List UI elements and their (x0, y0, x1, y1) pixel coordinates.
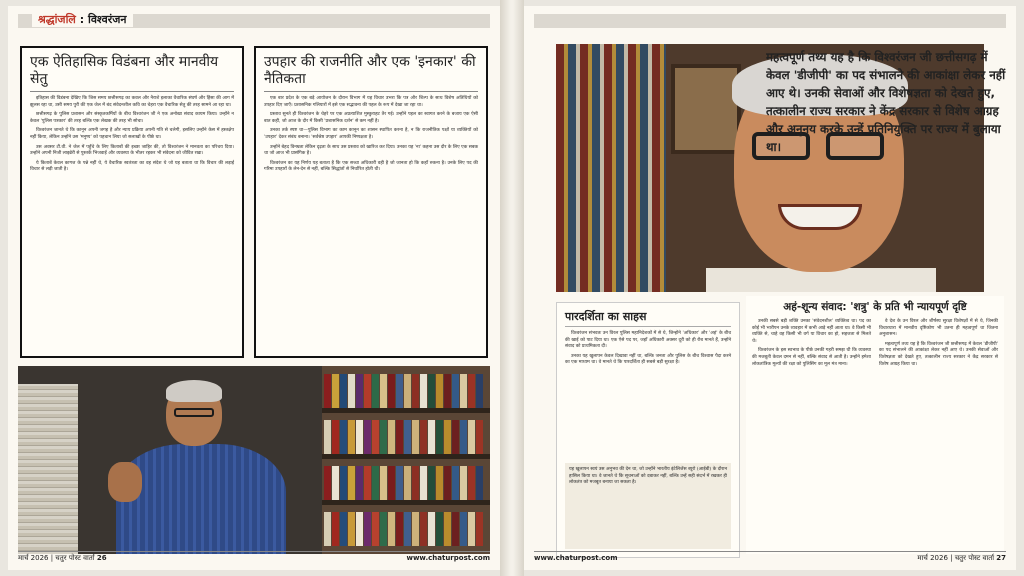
page-number: 26 (96, 553, 107, 562)
article-body (565, 331, 731, 367)
article-body (264, 96, 478, 174)
section-header-accent: श्रद्धांजलि (38, 13, 76, 26)
article-column (879, 319, 998, 371)
article-historical-irony (20, 46, 244, 358)
paragraph: उनकी सबसे बड़ी शक्ति उनका 'संवेदनशील' व्यक्तित्व था। पद का कोई भी भारीपन उनके व्यवहार में कभी आड़े नहीं आता था। वे किसी भी व्यक्ति से, चाहे वह किसी भी वर्ग या विचार का हो, सहजता से मिलते थे। (752, 319, 871, 344)
right-page (524, 6, 1016, 570)
paragraph: विश्वरंजन का यह निर्णय यह बताता है कि एक सच्चा अधिकारी वही है जो जानता हो कि कहाँ रुकना है। उनके लिए पद की गरिमा उपहारों के लेन-देन से नहीं, बल्कि सिद्धांतों से निर्धारित होती थी। (264, 160, 478, 173)
paragraph: एक बार प्रदेश के एक बड़े आयोजन के दौरान विभाग में यह विचार उभरा कि पत्र और शिल्प के साथ विशेष अतिथियों को उपहार दिए जाएँ। प्रशासनिक गलियारों में इसे एक सद्भावना की पहल के रूप में देखा जा रहा था। (264, 96, 478, 108)
portrait-photo-speaking (18, 366, 490, 554)
pull-quote: महत्वपूर्ण तथ्य यह है कि विश्वरंजन जी छत्तीसगढ़ में केवल 'डीजीपी' का पद संभालने की आकांक्षा लेकर नहीं आए थे। उनकी सेवाओं और विशेषज्ञता को देखते हुए, तत्कालीन राज्य सरकार ने केंद्र सरकार से विशेष आग्रह और अनुनय करके उन्हें प्रतिनियुक्ति पर राज्य में बुलाया था। (766, 50, 1006, 154)
footer-url[interactable]: www.chaturpost.com (534, 554, 618, 562)
paragraph: विश्वरंजन के इस स्वभाव के पीछे उनकी गहरी समझ थी कि व्यवस्था की मजबूती केवल दमन से नहीं, बल्कि संवाद से आती है। उन्होंने हमेशा लोकतांत्रिक मूल्यों की रक्षा को पुलिसिंग का मूल मंत्र माना। (752, 348, 871, 367)
footer-issue: मार्च 2026 | चतुर पोस्ट वार्ता (18, 553, 95, 562)
article-title: उपहार की राजनीति और एक 'इनकार' की नैतिकता (264, 54, 478, 92)
article-body (30, 96, 234, 174)
bookshelf (322, 366, 490, 554)
article-title: अहं-शून्य संवाद: 'शत्रु' के प्रति भी न्यायपूर्ण दृष्टि (783, 301, 967, 313)
article-transparency (556, 302, 740, 558)
footer-issue: मार्च 2026 | चतुर पोस्ट वार्ता (917, 553, 995, 562)
spread-gutter (500, 0, 524, 576)
paragraph: इतिहास की विडंबना देखिए कि जिस समय छत्तीसगढ़ का कवल और नैराशे इलाका वैचारिक संघर्ष और हिंसा की आग में झुलस रहा था, उसी समय पुरी की एक जेल में बंद संवेदनशील कवि का चेहरा एक वैचारिक सेतु की तरह सामने आ रहा था। (30, 96, 234, 108)
paragraph: उनका यह खुलापन केवल दिखावा नहीं था, बल्कि जनता और पुलिस के बीच विश्वास पैदा करने का एक माध्यम था। वे मानते थे कि पारदर्शिता ही सबसे बड़ी सुरक्षा है। (565, 353, 731, 366)
section-header-title: विश्वरंजन (87, 13, 127, 26)
paper-stacks (18, 384, 78, 554)
article-column (752, 319, 871, 371)
article-inset: यह खुलापन स्वयं उस अनुभव की देन था, जो उन्होंने भारतीय इंटेलिजेंस ब्यूरो (आईबी) के दौरान हासिल किया था। वे जानते थे कि सूचनाओं को दबाकर नहीं, बल्कि उन्हें सही संदर्भ में रखकर ही लोकतंत्र को मजबूत बनाया जा सकता है। (565, 463, 731, 549)
paragraph: विश्वरंजन जानते थे कि कानून अपनी जगह है और न्याय प्रक्रिया अपनी गति से चलेगी, इसलिए उन्होंने केस में हस्तक्षेप नहीं किया, लेकिन उन्होंने उस 'मनुष्य' को पहचान लिया जो सलाखों के पीछे था। (30, 128, 234, 140)
left-page (8, 6, 500, 570)
section-header-bar (534, 14, 1006, 28)
paragraph: प्रस्ताव सुनते ही विश्वरंजन के चेहरे पर एक अप्रत्याशित मुस्कुराहट तैर गई। उन्होंने पहल का स्वागत करने के बजाय एक ऐसी बात कही, जो आज के दौर में किसी 'प्रशासनिक दर्शन' से कम नहीं है। (264, 112, 478, 124)
paragraph: छत्तीसगढ़ के पुलिस प्रशासन और संस्कृतकर्मियों के बीच विश्वरंजन जी ने एक अनोखा संवाद कायम किया। उन्होंने न केवल 'पुलिस पत्रकार' की तरह बल्कि एक लेखक की तरह भी सोचा। (30, 112, 234, 124)
article-title: एक ऐतिहासिक विडंबना और मानवीय सेतु (30, 54, 234, 92)
footer-right (534, 552, 1006, 564)
article-title: पारदर्शिता का साहस (565, 309, 731, 327)
man-figure (96, 382, 296, 554)
paragraph: उनका तर्क स्पष्ट था—पुलिस विभाग का काम कानून का शासन स्थापित करना है, न कि राजनीतिक पक्षों या व्यक्तियों को 'उपहार' देकर संबंध बनाना। 'सर्वश्रेष्ठ उपहार' आपकी निष्पक्षता है। (264, 128, 478, 140)
paragraph: महत्वपूर्ण तथ्य यह है कि विश्वरंजन जी छत्तीसगढ़ में केवल 'डीजीपी' का पद संभालने की आकांक्षा लेकर नहीं आए थे। उनकी सेवाओं और विशेषज्ञता को देखते हुए, तत्कालीन राज्य सरकार ने केंद्र सरकार से विशेष आग्रह किया था। (879, 341, 998, 367)
article-egoless-dialogue (746, 296, 1004, 554)
section-header-separator: : (75, 13, 88, 26)
paragraph: विश्वरंजन संभवतः उन विरल पुलिस महानिदेशकों में से थे, जिन्होंने 'अधिकार' और 'अहं' के बीच की खाई को पाट दिया था। एक ऐसे पद पर, जहाँ अधिकारी अक्सर दूरी को ही रौब मानते हैं, उन्होंने संवाद को प्राथमिकता दी। (565, 331, 731, 350)
paragraph: उस अवसर टी.वी. ने जेल में पहुँचे के लिए किताबों की इच्छा जाहिर की, तो विश्वरंजन ने मानवता का परिचय दिया। उन्होंने अपनी निजी लाइब्रेरी से पुस्तकें भिजवाईं और व्यवस्था के भीतर रहकर भी संवेदना को जीवित रखा। (30, 144, 234, 157)
section-header (32, 12, 133, 27)
footer-left (18, 552, 490, 564)
page-number: 27 (996, 553, 1006, 562)
article-gift-politics (254, 46, 488, 358)
footer-url[interactable]: www.chaturpost.com (406, 554, 490, 562)
paragraph: वे देश के उन विरल और शीर्षस्थ सुरक्षा विशेषज्ञों में से थे, जिनकी विचारधारा में मानवीय दृष्टिकोण भी उतना ही महत्वपूर्ण था जितना अनुशासन। (879, 319, 998, 338)
paragraph: उन्होंने बेहद विनम्रता लेकिन दृढ़ता के साथ उस प्रस्ताव को खारिज कर दिया। उनका यह 'ना' कहना उस दौर के लिए एक सबक था जो आज भी प्रासंगिक है। (264, 144, 478, 157)
paragraph: ये किताबें केवल कागज के पन्ने नहीं थे, ये वैचारिक स्वतंत्रता का वह संदेश थे जो यह बताता था कि विचार की लड़ाई विचार से लड़ी जाती है। (30, 160, 234, 173)
